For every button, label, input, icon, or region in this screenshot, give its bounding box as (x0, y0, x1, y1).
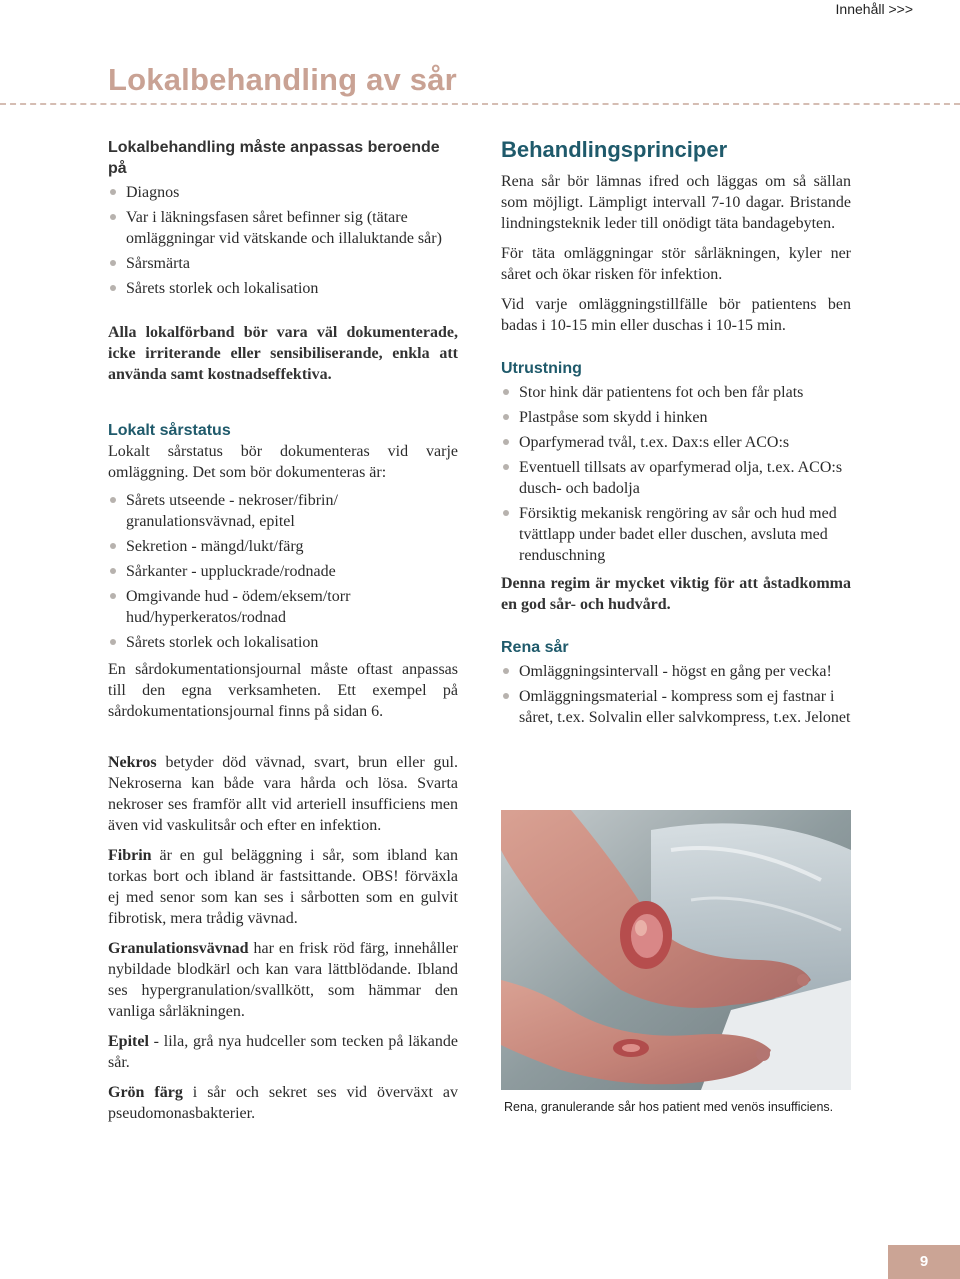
term-label: Epitel (108, 1033, 149, 1050)
list-item: Var i läkningsfasen såret befinner sig (tätare omläggningar vid vätskande och illaluktande sår) (108, 207, 458, 249)
term-text: är en gul beläggning i sår, som ibland kan torkas bort och ibland är fastsittande. OBS! förväxla ej med senor som kan ses i sårbotten som en gulvit fibrotisk, mera trådig vävnad. (108, 847, 458, 927)
regimen-emphasis: Denna regim är mycket viktig för att åstadkomma en god sår- och hudvård. (501, 575, 851, 613)
term-label: Grön färg (108, 1084, 183, 1101)
term-fibrin (108, 845, 458, 929)
list-item: Omgivande hud - ödem/eksem/torr hud/hyperkeratos/rodnad (108, 586, 458, 628)
photo-caption: Rena, granulerande sår hos patient med venös insufficiens. (504, 1100, 834, 1114)
wound-photo-illustration (501, 810, 851, 1090)
wound-photo (501, 810, 851, 1090)
dressing-statement: Alla lokalförband bör vara väl dokumenterade, icke irriterande eller sensibiliserande, enkla att använda samt kostnadseffektiva. (108, 324, 458, 383)
page-number: 9 (888, 1245, 960, 1279)
left-column (108, 137, 458, 1124)
list-item: Oparfymerad tvål, t.ex. Dax:s eller ACO:s (501, 432, 851, 453)
equipment-heading: Utrustning (501, 360, 582, 377)
term-text: betyder död vävnad, svart, brun eller gul. Nekroserna kan både vara hårda och lösa. Svarta nekroser ses framför allt vid arteriell insufficiens men även vid vaskulitsår och efter en infektion. (108, 754, 458, 834)
principles-paragraph: Vid varje omläggningstillfälle bör patientens ben badas i 10-15 min eller duschas i 10-15 min. (501, 296, 851, 334)
clean-wounds-heading: Rena sår (501, 639, 569, 656)
list-item: Sårets utseende - nekroser/fibrin/ granulationsvävnad, epitel (108, 490, 458, 532)
term-necrosis (108, 752, 458, 836)
list-item: Eventuell tillsats av oparfymerad olja, t.ex. ACO:s dusch- och badolja (501, 457, 851, 499)
journal-note: En sårdokumentationsjournal måste oftast anpassas till den egna verksamheten. Ett exempel på sårdokumentationsjournal finns på sidan 6. (108, 661, 458, 720)
list-item: Stor hink där patientens fot och ben får plats (501, 382, 851, 403)
term-text: - lila, grå nya hudceller som tecken på läkande sår. (108, 1033, 458, 1071)
right-column (501, 137, 851, 732)
principles-paragraph: Rena sår bör lämnas ifred och läggas om så sällan som möjligt. Lämpligt intervall 7-10 dagar. Bristande lindningsteknik leder till onödigt täta bandagebyten. (501, 173, 851, 232)
list-item: Sekretion - mängd/lukt/färg (108, 536, 458, 557)
wound-status-list (108, 490, 458, 653)
term-label: Fibrin (108, 847, 152, 864)
term-granulation (108, 938, 458, 1022)
section-heading-adapt: Lokalbehandling måste anpassas beroende på (108, 139, 440, 177)
list-item: Diagnos (108, 182, 458, 203)
list-item: Försiktig mekanisk rengöring av sår och hud med tvättlapp under badet eller duschen, avsluta med renduschning (501, 503, 851, 566)
clean-wounds-list (501, 661, 851, 728)
equipment-list (501, 382, 851, 566)
term-label: Granulationsvävnad (108, 940, 249, 957)
principles-paragraph: För täta omläggningar stör sårläkningen, kyler ner såret och ökar risken för infektion. (501, 245, 851, 283)
title-divider (0, 103, 960, 105)
list-item: Sårkanter - uppluckrade/rodnade (108, 561, 458, 582)
list-item: Sårsmärta (108, 253, 458, 274)
adapt-list (108, 182, 458, 299)
term-epithelium (108, 1031, 458, 1073)
page-title: Lokalbehandling av sår (108, 62, 457, 97)
list-item: Sårets storlek och lokalisation (108, 278, 458, 299)
list-item: Omläggningsmaterial - kompress som ej fastnar i såret, t.ex. Solvalin eller salvkompress, t.ex. Jelonet (501, 686, 851, 728)
list-item: Omläggningsintervall - högst en gång per vecka! (501, 661, 851, 682)
toc-link[interactable]: Innehåll >>> (835, 1, 913, 17)
list-item: Plastpåse som skydd i hinken (501, 407, 851, 428)
wound-status-intro: Lokalt sårstatus bör dokumenteras vid varje omläggning. Det som bör dokumenteras är: (108, 443, 458, 481)
section-heading-wound-status: Lokalt sårstatus (108, 422, 231, 439)
term-label: Nekros (108, 754, 157, 771)
list-item: Sårets storlek och lokalisation (108, 632, 458, 653)
term-green (108, 1082, 458, 1124)
principles-heading: Behandlingsprinciper (501, 137, 728, 162)
term-text: i sår och sekret ses vid överväxt av pseudomonasbakterier. (108, 1084, 459, 1122)
term-text: har en frisk röd färg, innehåller nybildade blodkärl och kan vara lättblödande. Ibland ses hypergranulation/svallkött, som hämmar den vanliga sårläkningen. (108, 940, 458, 1020)
